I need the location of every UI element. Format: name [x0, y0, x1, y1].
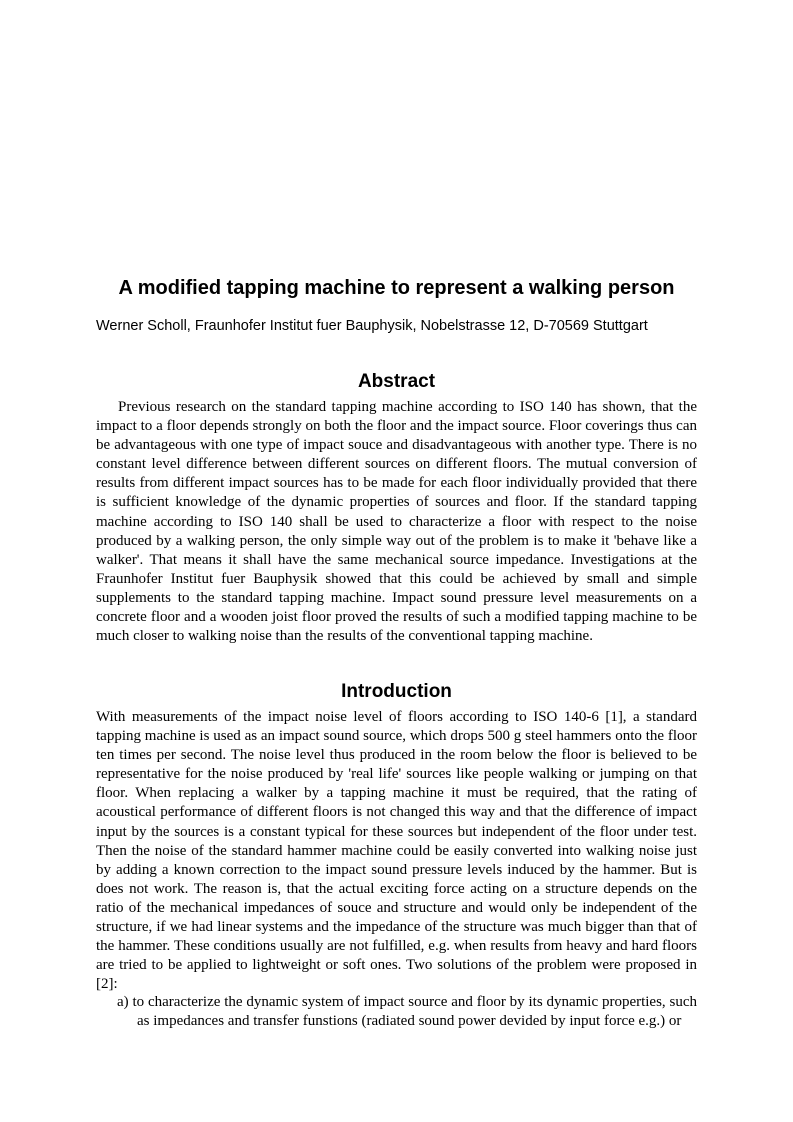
solution-list — [117, 993, 697, 1031]
introduction-text: With measurements of the impact noise level of floors according to ISO 140-6 [1], a standard tapping machine is used as an impact sound source, which drops 500 g steel hammers onto the floor ten times per second. The noise level thus produced in the room below the floor is believed to be representative for the noise produced by 'real life' sources like people walking or jumping on that floor. When replacing a walker by a tapping machine it must be required, that the rating of acoustical performance of different floors is not changed this way and that the difference of impact input by the sources is a constant typical for these sources but independent of the floor under test. Then the noise of the standard hammer machine could be easily converted into walking noise just by adding a known correction to the impact sound pressure levels induced by the hammer. But is does not work. The reason is, that the actual exciting force acting on a structure depends on the ratio of the mechanical impedances of souce and structure and would only be independent of the structure, if we had linear systems and the impedance of the structure was much bigger than that of the hammer. These conditions usually are not fulfilled, e.g. when results from heavy and hard floors are tried to be applied to lightweight or soft ones. Two solutions of the problem were proposed in [2]: — [96, 709, 697, 993]
list-item: a) to characterize the dynamic system of impact source and floor by its dynamic properties, such as impedances and transfer funstions (radiated sound power devided by input force e.g.) or — [117, 994, 697, 1030]
abstract-text: Previous research on the standard tapping machine according to ISO 140 has shown, that the impact to a floor depends strongly on both the floor and the impact source. Floor coverings thus can be advantageous with one type of impact souce and disadvantageous with another type. There is no constant level difference between different sources on different floors. The mutual conversion of results from different impact sources has to be made for each floor individually provided that there is sufficient knowledge of the dynamic properties of sources and floor. If the standard tapping machine according to ISO 140 shall be used to characterize a floor with respect to the noise produced by a walking person, the only simple way out of the problem is to make it 'behave like a walker'. That means it shall have the same mechanical source impedance. Investigations at the Fraunhofer Institut fuer Bauphysik showed that this could be achieved by small and simple supplements to the standard tapping machine. Impact sound pressure level measurements on a concrete floor and a wooden joist floor proved the results of such a modified tapping machine to be much closer to walking noise than the results of the conventional tapping machine. — [96, 399, 697, 645]
introduction-heading: Introduction — [341, 681, 452, 702]
paper-title: A modified tapping machine to represent a walking person — [118, 277, 675, 299]
author-affiliation: Werner Scholl, Fraunhofer Institut fuer Bauphysik, Nobelstrasse 12, D-70569 Stuttgart — [96, 318, 648, 334]
abstract-heading: Abstract — [357, 371, 436, 392]
